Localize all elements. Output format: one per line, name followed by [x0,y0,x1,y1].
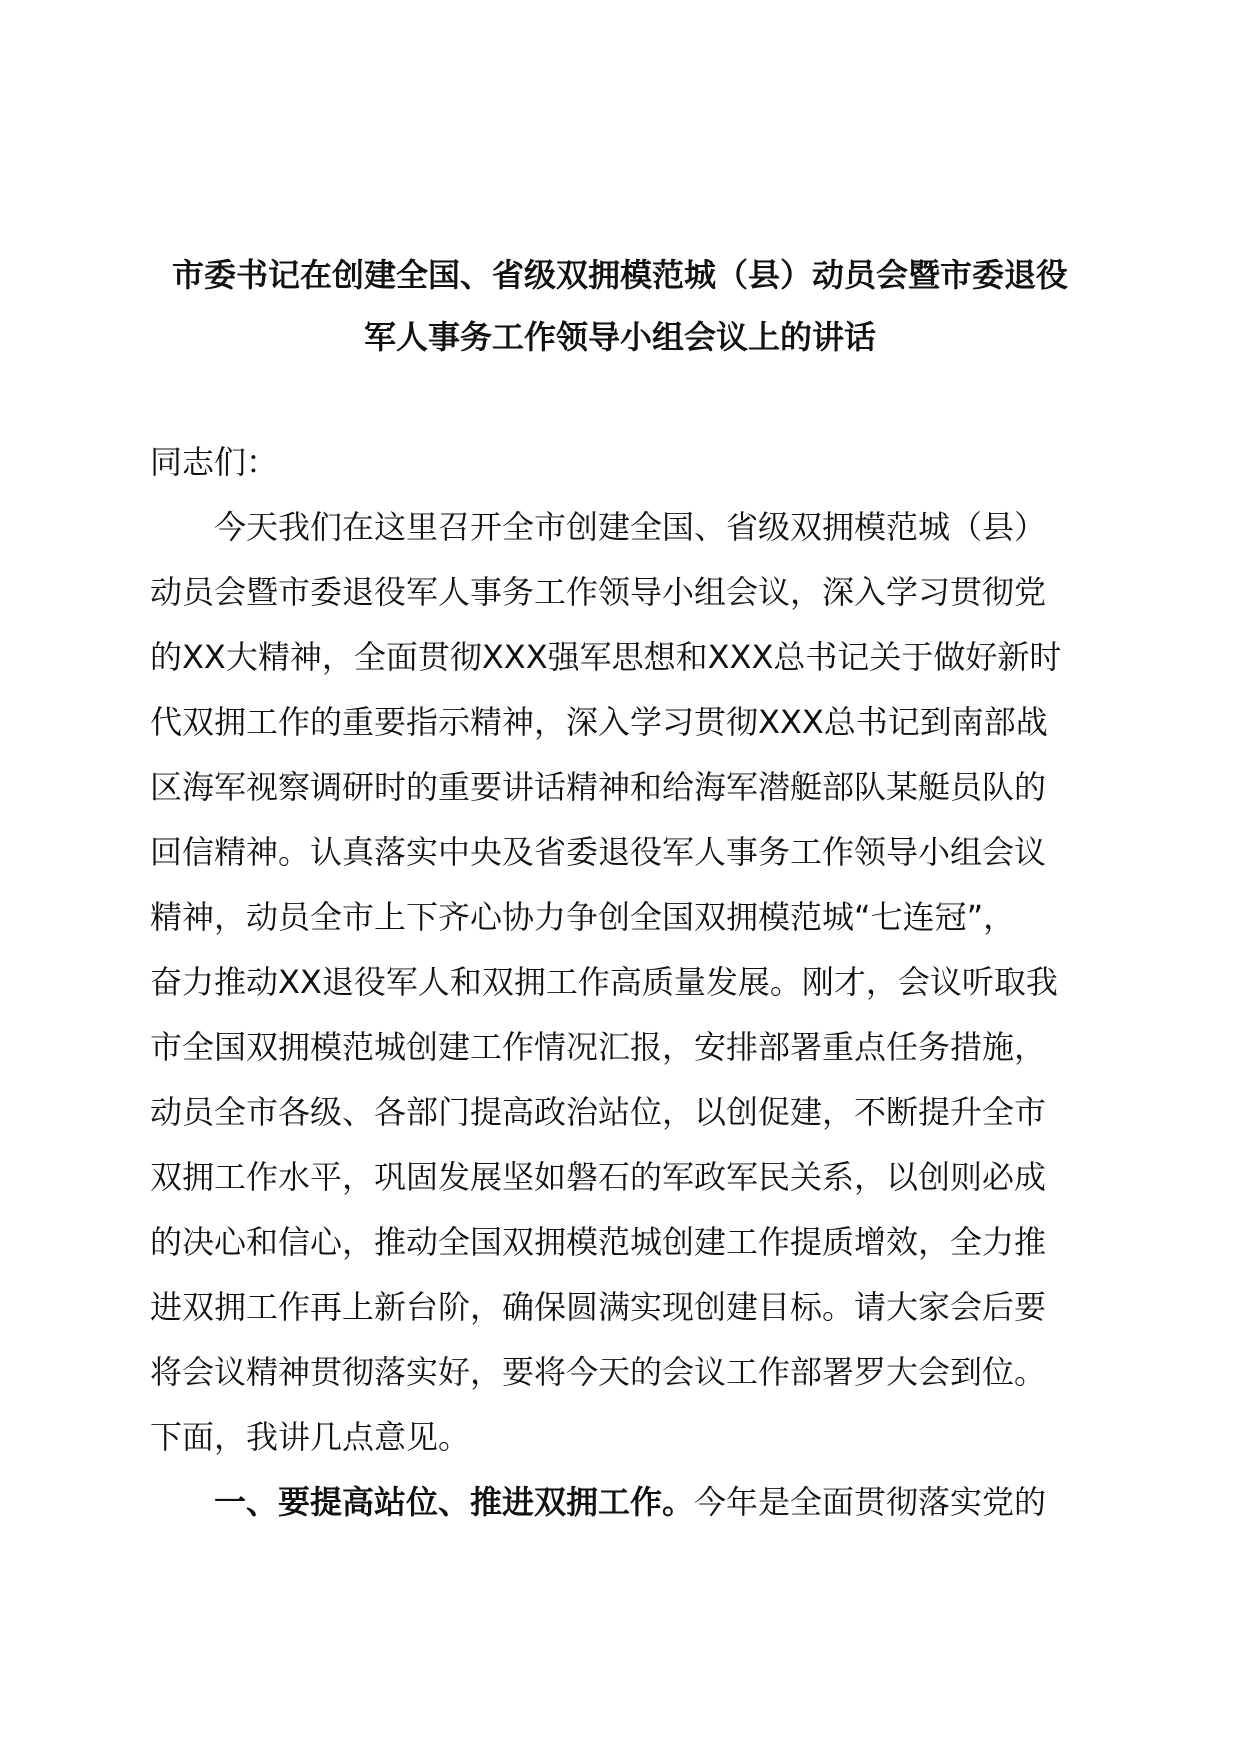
paragraph-line: 回信精神。认真落实中央及省委退役军人事务工作领导小组会议 [150,833,1047,871]
document-title [150,244,1090,368]
paragraph-line: 精神，动员全市上下齐心协力争创全国双拥模范城“七连冠”， [150,898,1016,936]
title-line-2: 军人事务工作领导小组会议上的讲话 [363,318,876,356]
paragraph-line: 奋力推动XX退役军人和双拥工作高质量发展。刚才，会议听取我 [150,963,1058,1001]
paragraph-line: 进双拥工作再上新台阶，确保圆满实现创建目标。请大家会后要 [150,1288,1047,1326]
paragraph-line: 动员会暨市委退役军人事务工作领导小组会议，深入学习贯彻党 [150,573,1047,611]
document-body [150,430,1106,1535]
paragraph-line: 的XX大精神，全面贯彻XXX强军思想和XXX总书记关于做好新时 [150,638,1062,676]
paragraph-line: 市全国双拥模范城创建工作情况汇报，安排部署重点任务措施， [150,1028,1047,1066]
section-1-heading: 一、要提高站位、推进双拥工作。 [214,1483,695,1521]
paragraph-line: 代双拥工作的重要指示精神，深入学习贯彻XXX总书记到南部战 [150,703,1048,741]
section-1-text: 今年是全面贯彻落实党的 [694,1483,1047,1521]
paragraph-line: 今天我们在这里召开全市创建全国、省级双拥模范城（县） [214,508,1047,546]
salutation: 同志们： [150,443,279,481]
paragraph-line: 区海军视察调研时的重要讲话精神和给海军潜艇部队某艇员队的 [150,768,1047,806]
paragraph-line: 双拥工作水平，巩固发展坚如磐石的军政军民关系，以创则必成 [150,1158,1047,1196]
paragraph-line: 将会议精神贯彻落实好，要将今天的会议工作部署罗大会到位。 [150,1353,1047,1391]
section-1-line [166,1470,1106,1535]
paragraph-line: 的决心和信心，推动全国双拥模范城创建工作提质增效，全力推 [150,1223,1047,1261]
title-line-1: 市委书记在创建全国、省级双拥模范城（县）动员会暨市委退役 [171,256,1068,294]
paragraph-line: 下面，我讲几点意见。 [150,1418,471,1456]
paragraph-line: 动员全市各级、各部门提高政治站位，以创促建，不断提升全市 [150,1093,1047,1131]
